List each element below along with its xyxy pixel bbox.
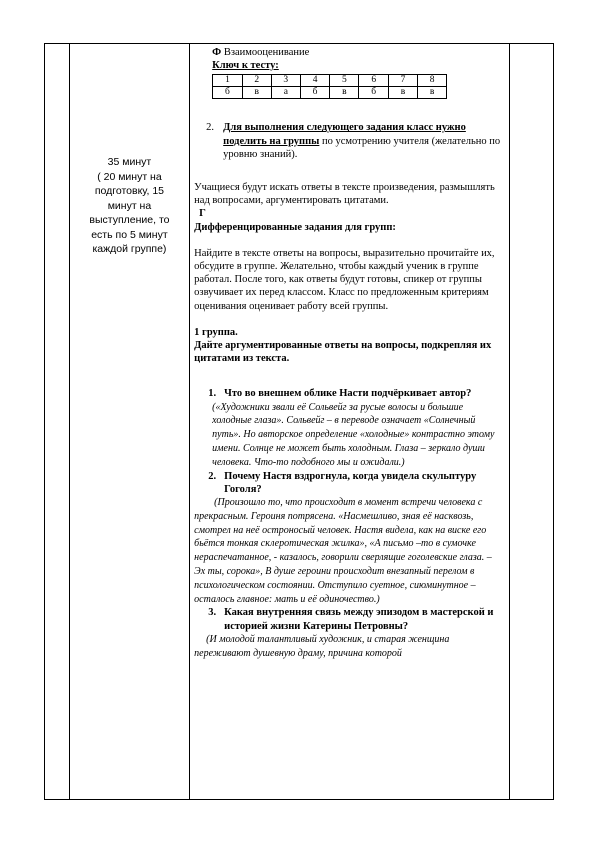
key-number-cell: 8 xyxy=(418,75,447,87)
column-timing xyxy=(69,44,189,800)
lesson-plan-table xyxy=(44,43,554,800)
column-activities xyxy=(190,44,509,800)
timing-line: минут на xyxy=(107,199,152,212)
timing-line: подготовку, 15 xyxy=(94,185,165,197)
question-3 xyxy=(194,606,504,632)
answer-2: (Произошло то, что происходит в момент встречи человека с прекрасным. Героиня потрясена. «Насмешливо, зная её насквозь, смотрел на неё остроносый человек. Настя видела, как на виске его бьётся тонкая склеротическая жилка», «А письмо –то в сумочке нераспечатанное, - казалось, говорили сверлящие гоголевские глаза. – Эх ты, сорока», В душе героини происходит внезапный перелом в психологическом состоянии. Отступило суетное, сиюминутное – осталось главное: мать и её одиночество.) xyxy=(194,497,492,605)
key-number-cell: 1 xyxy=(213,75,243,87)
question-text: Какая внутренняя связь между эпизодом в мастерской и историей жизни Катерины Петровны? xyxy=(224,607,494,632)
key-number-cell: 7 xyxy=(388,75,417,87)
key-answer-cell: в xyxy=(330,87,359,99)
key-answers-row xyxy=(213,87,447,99)
question-text: Почему Настя вздрогнула, когда увидела скульптуру Гоголя? xyxy=(224,470,477,495)
timing-line: выступление, то xyxy=(89,214,170,226)
item-2-bold: Для выполнения следующего задания класс нужно поделить на группы xyxy=(223,122,466,147)
column-stage xyxy=(45,44,70,800)
answer-1: («Художники звали её Сольвейг за русые волосы и большие холодные глаза». Сольвейг – в переводе означает «Солнечный путь». Но авторское определение «холодные» контрастно этому имени. Солнце не может быть холодным. Глаза – зеркало души человека. Что-то подобного мы и ожидали.) xyxy=(212,401,495,468)
assessment-line xyxy=(194,46,504,59)
key-number-cell: 5 xyxy=(330,75,359,87)
item-2-number: 2. xyxy=(206,122,215,134)
assessment-marker: Ф xyxy=(212,47,222,58)
answer-key-table xyxy=(212,74,447,99)
group1-title: 1 группа. xyxy=(194,326,238,338)
question-text: Что во внешнем облике Насти подчёркивает автор? xyxy=(224,388,472,400)
timing-line: каждой группе) xyxy=(92,243,167,255)
item-2 xyxy=(194,121,504,161)
students-text: Учащиеся будут искать ответы в тексте произведения, размышлять над вопросами, аргументировать цитатами. xyxy=(194,182,495,207)
key-numbers-row xyxy=(213,75,447,87)
item-2-rest: по усмотрению учителя (желательно по уровню знаний). xyxy=(223,135,501,160)
key-heading: Ключ к тесту: xyxy=(212,60,279,72)
assessment-label: Взаимооценивание xyxy=(223,47,310,58)
key-number-cell: 2 xyxy=(242,75,271,87)
question-1 xyxy=(194,387,504,400)
activities-content xyxy=(190,44,508,660)
question-2 xyxy=(194,470,504,496)
question-number: 2. xyxy=(208,470,217,482)
question-number: 3. xyxy=(208,607,217,619)
g-marker: Г xyxy=(199,208,206,220)
timing-line: 35 минут xyxy=(107,156,152,168)
key-number-cell: 4 xyxy=(300,75,330,87)
key-answer-cell: б xyxy=(359,87,389,99)
timing-text xyxy=(70,155,189,257)
key-answer-cell: б xyxy=(300,87,330,99)
column-resources xyxy=(509,44,554,800)
answer-3: (И молодой талантливый художник, и старая женщина переживают душевную драму, причина которой xyxy=(194,633,450,659)
key-number-cell: 6 xyxy=(359,75,389,87)
item-2-text xyxy=(223,121,504,161)
question-number: 1. xyxy=(208,388,217,400)
key-answer-cell: б xyxy=(213,87,243,99)
diff-heading: Дифференцированные задания для групп: xyxy=(194,221,396,233)
key-answer-cell: в xyxy=(418,87,447,99)
instructions-text: Найдите в тексте ответы на вопросы, выразительно прочитайте их, обсудите в группе. Желательно, чтобы каждый ученик в группе работал. После того, как ответы будут готовы, спикер от группы озвучивает их перед классом. Класс по предложенным критериям оценивания оценивает работу всей группы. xyxy=(194,247,495,312)
key-answer-cell: а xyxy=(271,87,300,99)
timing-line: ( 20 минут на xyxy=(97,170,162,183)
key-number-cell: 3 xyxy=(271,75,300,87)
timing-line: есть по 5 минут xyxy=(91,228,168,241)
key-answer-cell: в xyxy=(388,87,417,99)
key-answer-cell: в xyxy=(242,87,271,99)
group1-task: Дайте аргументированные ответы на вопросы, подкрепляя их цитатами из текста. xyxy=(194,340,492,365)
